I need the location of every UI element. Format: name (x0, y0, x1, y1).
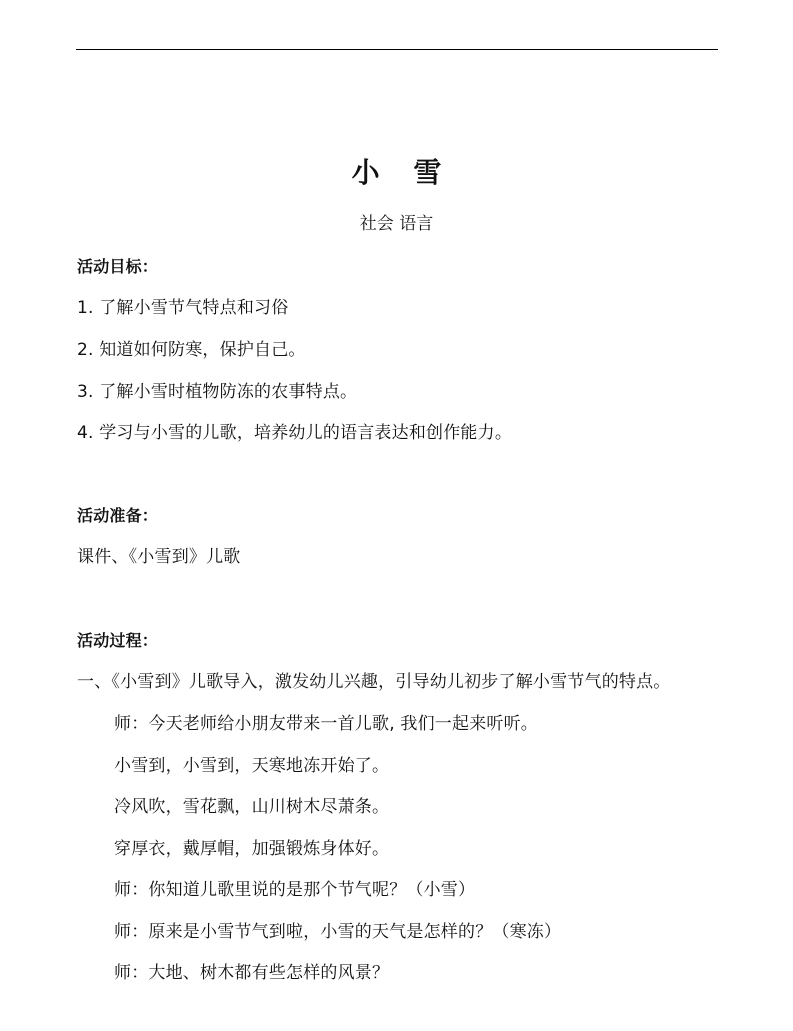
process-line-1: 师：今天老师给小朋友带来一首儿歌, 我们一起来听听。 (114, 714, 539, 734)
document-title: 小 雪 (351, 156, 454, 189)
process-line-3: 冷风吹，雪花飘，山川树木尽萧条。 (114, 797, 390, 817)
process-line-5: 师：你知道儿歌里说的是那个节气呢？（小雪） (114, 880, 476, 900)
process-line-7: 师：大地、树木都有些怎样的风景？ (114, 963, 390, 983)
goal-item-1: 1. 了解小雪节气特点和习俗 (77, 298, 289, 318)
process-line-4: 穿厚衣，戴厚帽，加强锻炼身体好。 (114, 839, 390, 859)
process-heading: 活动过程： (77, 631, 159, 650)
goal-item-4: 4. 学习与小雪的儿歌，培养幼儿的语言表达和创作能力。 (77, 423, 513, 443)
preparation-text: 课件、《小雪到》儿歌 (77, 547, 241, 567)
process-line-6: 师：原来是小雪节气到啦，小雪的天气是怎样的？（寒冻） (114, 922, 562, 942)
document-subtitle: 社会 语言 (359, 214, 434, 234)
goals-heading: 活动目标： (77, 257, 159, 276)
preparation-heading: 活动准备： (77, 506, 159, 525)
goal-item-2: 2. 知道如何防寒，保护自己。 (77, 340, 306, 360)
process-step-1: 一、《小雪到》儿歌导入，激发幼儿兴趣，引导幼儿初步了解小雪节气的特点。 (77, 672, 671, 692)
header-rule (76, 49, 718, 50)
goal-item-3: 3. 了解小雪时植物防冻的农事特点。 (77, 382, 358, 402)
process-line-2: 小雪到，小雪到，天寒地冻开始了。 (114, 756, 390, 776)
